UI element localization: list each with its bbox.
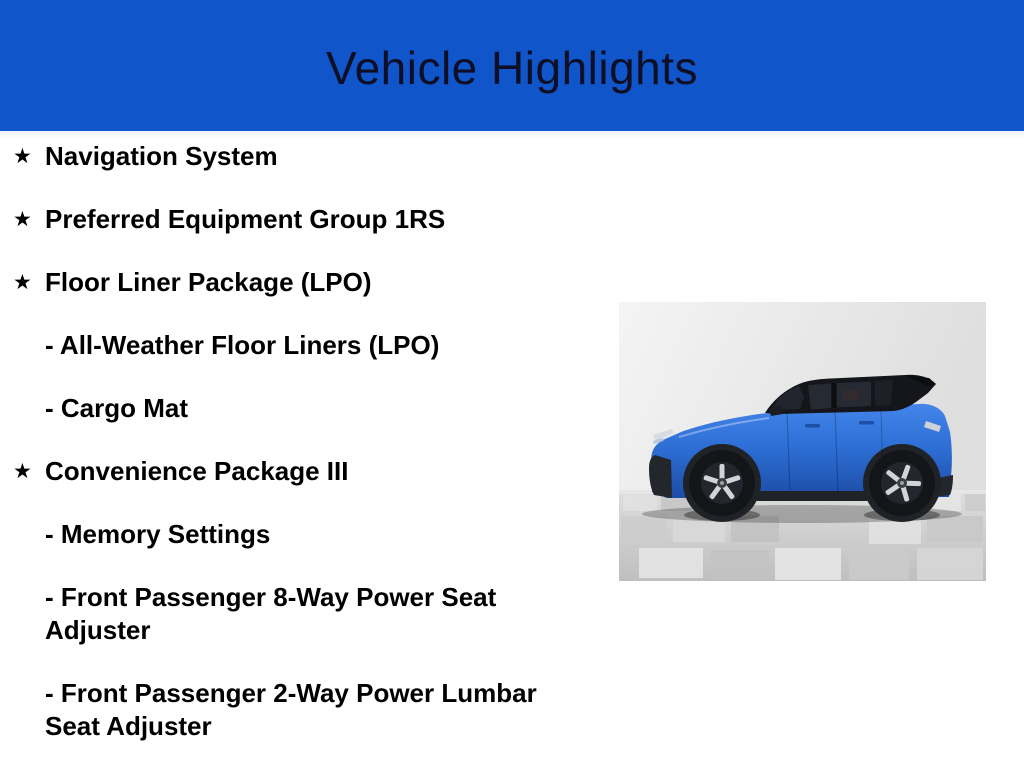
list-sub-item bbox=[45, 677, 575, 743]
page-title: Vehicle Highlights bbox=[325, 41, 699, 94]
list-item-text: - Front Passenger 8-Way Power Seat Adjuster bbox=[45, 582, 497, 645]
list-item bbox=[0, 203, 575, 236]
list-item bbox=[0, 266, 575, 299]
list-item-text: Floor Liner Package (LPO) bbox=[45, 267, 372, 297]
list-sub-item bbox=[45, 392, 575, 425]
header-banner bbox=[0, 0, 1024, 131]
list-item-text: Convenience Package III bbox=[45, 456, 349, 486]
list-item-text: - Memory Settings bbox=[45, 519, 271, 549]
star-bullet-icon: ★ bbox=[13, 271, 32, 294]
list-item bbox=[0, 140, 575, 173]
star-bullet-icon: ★ bbox=[13, 460, 32, 483]
star-bullet-icon: ★ bbox=[13, 208, 32, 231]
star-bullet-icon: ★ bbox=[13, 145, 32, 168]
list-item-text: Navigation System bbox=[45, 141, 278, 171]
list-item-text: Preferred Equipment Group 1RS bbox=[45, 204, 446, 234]
list-item-text: - All-Weather Floor Liners (LPO) bbox=[45, 330, 440, 360]
vehicle-photo bbox=[619, 302, 986, 581]
list-sub-item bbox=[45, 329, 575, 362]
list-item bbox=[0, 455, 575, 488]
list-sub-item bbox=[45, 518, 575, 551]
banner-fade bbox=[0, 131, 1024, 140]
list-item-text: - Cargo Mat bbox=[45, 393, 188, 423]
list-item-text: - Front Passenger 2-Way Power Lumbar Seat Adjuster bbox=[45, 678, 537, 741]
list-sub-item bbox=[45, 581, 575, 647]
blue-suv-side-view bbox=[619, 302, 986, 581]
highlights-list bbox=[0, 140, 575, 768]
